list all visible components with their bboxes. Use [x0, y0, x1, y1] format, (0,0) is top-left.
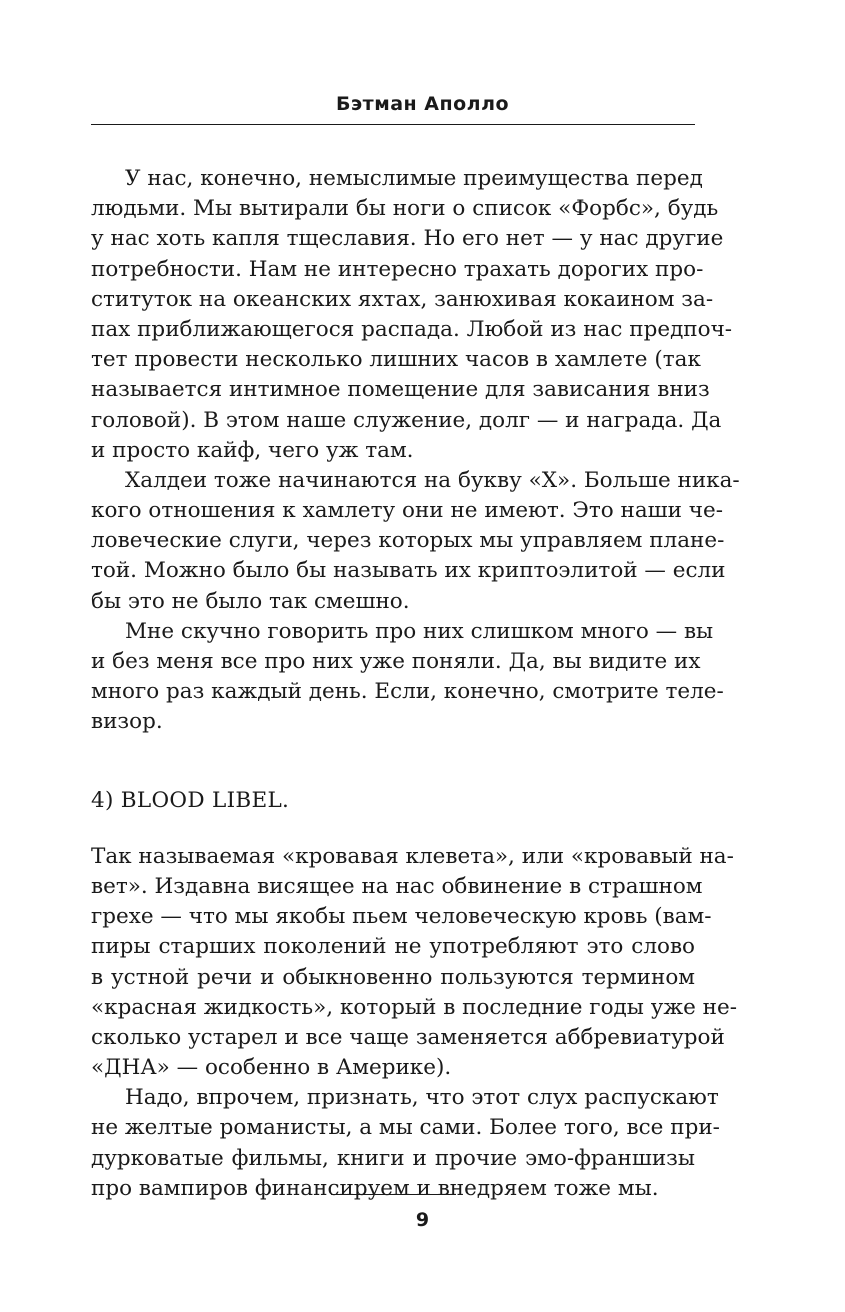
paragraph-2	[91, 466, 740, 617]
paragraph-3	[91, 617, 724, 738]
text-line: сколько устарел и все чаще заменяется аббревиатурой	[91, 1024, 725, 1050]
text-line: тет провести несколько лишних часов в хамлете (так	[91, 347, 701, 373]
section-heading: 4) BLOOD LIBEL.	[91, 787, 290, 813]
text-line: пах приближающегося распада. Любой из нас предпоч-	[91, 316, 733, 342]
text-line: головой). В этом наше служение, долг — и награда. Да	[91, 407, 722, 433]
text-line: «красная жидкость», который в последние годы уже не-	[91, 994, 737, 1020]
text-line: дурковатые фильмы, книги и прочие эмо-франшизы	[91, 1145, 695, 1171]
text-line: визор.	[91, 709, 163, 735]
page-text	[91, 164, 740, 1204]
paragraph-1	[91, 164, 733, 466]
page-number: 9	[415, 1209, 430, 1231]
text-line: и без меня все про них уже поняли. Да, вы видите их	[91, 649, 701, 674]
text-line: «ДНА» — особенно в Америке).	[91, 1055, 452, 1081]
text-line: Надо, впрочем, признать, что этот слух распускают	[125, 1085, 719, 1111]
text-line: кого отношения к хамлету они не имеют. Это наши че-	[91, 498, 724, 524]
header-rule	[91, 124, 695, 125]
section-paragraph-1	[91, 842, 737, 1084]
text-line: Халдеи тоже начинаются на букву «Х». Больше ника-	[125, 467, 740, 493]
text-line: вет». Издавна висящее на нас обвинение в страшном	[91, 873, 703, 899]
text-line: бы это не было так смешно.	[91, 588, 410, 614]
text-line: У нас, конечно, немыслимые преимущества перед	[125, 166, 703, 191]
text-line: про вампиров финансируем и внедряем тоже мы.	[91, 1175, 659, 1201]
text-line: называется интимное помещение для зависания вниз	[91, 377, 710, 403]
text-line: той. Можно было бы называть их криптоэлитой — если	[91, 558, 726, 584]
running-title: Бэтман Аполло	[335, 93, 510, 115]
text-line: много раз каждый день. Если, конечно, смотрите теле-	[91, 679, 724, 705]
text-line: и просто кайф, чего уж там.	[91, 437, 414, 463]
section-paragraph-2	[91, 1083, 720, 1204]
footer-rule	[331, 1194, 456, 1195]
text-line: в устной речи и обыкновенно пользуются термином	[91, 964, 695, 990]
text-line: ституток на океанских яхтах, занюхивая кокаином за-	[91, 286, 714, 312]
text-line: Мне скучно говорить про них слишком много — вы	[125, 618, 714, 644]
text-line: грехе — что мы якобы пьем человеческую кровь (вам-	[91, 904, 712, 930]
text-line: ловеческие слуги, через которых мы управляем плане-	[91, 528, 725, 554]
text-line: не желтые романисты, а мы сами. Более того, все при-	[91, 1115, 720, 1141]
text-line: людьми. Мы вытирали бы ноги о список «Форбс», будь	[91, 196, 719, 222]
text-line: пиры старших поколений не употребляют это слово	[91, 934, 695, 960]
text-line: потребности. Нам не интересно трахать дорогих про-	[91, 256, 704, 282]
text-line: Так называемая «кровавая клевета», или «кровавый на-	[91, 843, 734, 869]
text-line: у нас хоть капля тщеславия. Но его нет — у нас другие	[91, 226, 724, 252]
